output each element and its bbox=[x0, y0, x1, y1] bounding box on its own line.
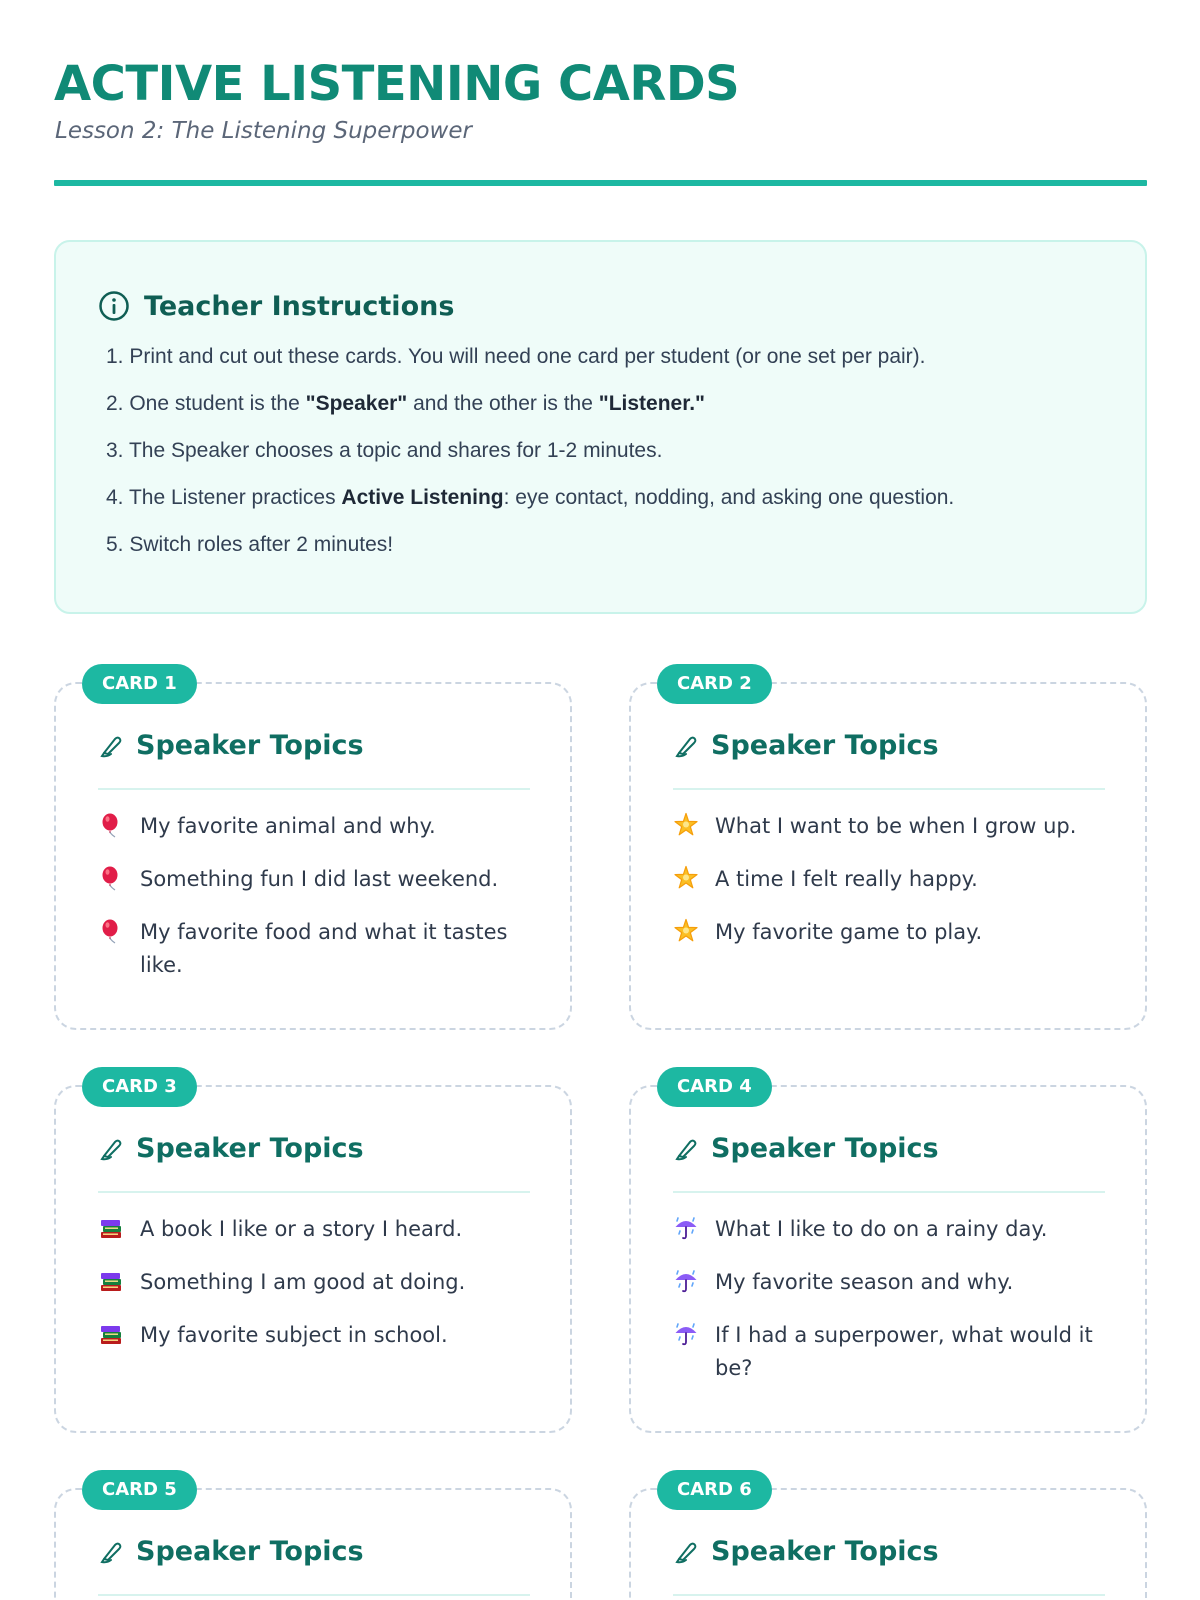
topic-text: My favorite animal and why. bbox=[140, 814, 436, 838]
card-badge: CARD 1 bbox=[82, 664, 197, 704]
topic-text: My favorite food and what it tastes like. bbox=[140, 920, 508, 977]
topic-text: My favorite game to play. bbox=[715, 920, 983, 944]
pen-icon bbox=[673, 733, 699, 759]
instruction-number: 4. bbox=[106, 486, 124, 509]
card-divider bbox=[98, 1191, 530, 1193]
instruction-text: and the other is the bbox=[407, 392, 599, 415]
card-header bbox=[98, 1133, 364, 1164]
topic-card bbox=[629, 1479, 1147, 1600]
topic-text: A book I like or a story I heard. bbox=[140, 1217, 463, 1241]
instruction-number: 3. bbox=[106, 439, 124, 462]
instruction-text: : eye contact, nodding, and asking one question. bbox=[503, 486, 955, 509]
pen-icon bbox=[673, 1136, 699, 1162]
card-heading: Speaker Topics bbox=[711, 1133, 939, 1164]
card-heading: Speaker Topics bbox=[136, 730, 364, 761]
topic-item bbox=[673, 1319, 1105, 1385]
instruction-text: Print and cut out these cards. You will need one card per student (or one set per pair). bbox=[123, 345, 926, 368]
topic-item bbox=[98, 916, 530, 982]
instruction-item bbox=[106, 486, 954, 533]
topic-item bbox=[673, 1266, 1105, 1299]
card-divider bbox=[98, 1594, 530, 1596]
topic-item bbox=[673, 916, 1105, 949]
topic-text: What I like to do on a rainy day. bbox=[715, 1217, 1048, 1241]
instructions-header bbox=[98, 290, 454, 322]
books-icon bbox=[98, 1321, 124, 1347]
instruction-emphasis: "Speaker" bbox=[305, 392, 408, 415]
teacher-instructions-panel bbox=[54, 240, 1147, 614]
card-header bbox=[98, 1536, 364, 1567]
card-header bbox=[98, 730, 364, 761]
balloon-icon bbox=[98, 918, 124, 944]
card-heading: Speaker Topics bbox=[136, 1536, 364, 1567]
instruction-text: One student is the bbox=[123, 392, 306, 415]
card-badge: CARD 6 bbox=[657, 1470, 772, 1510]
instruction-item bbox=[106, 345, 954, 392]
balloon-icon bbox=[98, 865, 124, 891]
card-divider bbox=[673, 1191, 1105, 1193]
topic-item bbox=[673, 863, 1105, 896]
card-header bbox=[673, 1133, 939, 1164]
card-heading: Speaker Topics bbox=[711, 730, 939, 761]
topic-item bbox=[98, 1266, 530, 1299]
card-divider bbox=[673, 1594, 1105, 1596]
topic-item bbox=[673, 810, 1105, 843]
star-icon bbox=[673, 812, 699, 838]
instructions-heading: Teacher Instructions bbox=[144, 290, 455, 322]
card-badge: CARD 3 bbox=[82, 1067, 197, 1107]
instruction-text: The Listener practices bbox=[123, 486, 342, 509]
instruction-number: 1. bbox=[106, 345, 124, 368]
umbrella-rain-icon bbox=[673, 1268, 699, 1294]
topic-list bbox=[98, 810, 530, 1002]
instruction-emphasis: "Listener." bbox=[598, 392, 706, 415]
books-icon bbox=[98, 1268, 124, 1294]
topic-item bbox=[98, 810, 530, 843]
page-title: ACTIVE LISTENING CARDS bbox=[54, 56, 740, 112]
books-icon bbox=[98, 1215, 124, 1241]
topic-card bbox=[54, 673, 572, 1030]
topic-card bbox=[54, 1076, 572, 1433]
card-badge: CARD 4 bbox=[657, 1067, 772, 1107]
topic-text: Something I am good at doing. bbox=[140, 1270, 466, 1294]
pen-icon bbox=[98, 733, 124, 759]
topic-item bbox=[673, 1213, 1105, 1246]
umbrella-rain-icon bbox=[673, 1321, 699, 1347]
topic-card bbox=[629, 673, 1147, 1030]
instruction-item bbox=[106, 439, 954, 486]
instruction-text: Switch roles after 2 minutes! bbox=[123, 533, 394, 556]
card-heading: Speaker Topics bbox=[136, 1133, 364, 1164]
instruction-number: 2. bbox=[106, 392, 124, 415]
instruction-text: The Speaker chooses a topic and shares for 1-2 minutes. bbox=[123, 439, 663, 462]
card-badge: CARD 5 bbox=[82, 1470, 197, 1510]
topic-text: My favorite season and why. bbox=[715, 1270, 1014, 1294]
star-icon bbox=[673, 865, 699, 891]
topic-text: A time I felt really happy. bbox=[715, 867, 978, 891]
topic-list bbox=[98, 1213, 530, 1372]
topic-card bbox=[629, 1076, 1147, 1433]
title-divider bbox=[54, 180, 1147, 186]
topic-list bbox=[673, 1213, 1105, 1405]
card-divider bbox=[673, 788, 1105, 790]
card-header bbox=[673, 730, 939, 761]
card-divider bbox=[98, 788, 530, 790]
card-heading: Speaker Topics bbox=[711, 1536, 939, 1567]
umbrella-rain-icon bbox=[673, 1215, 699, 1241]
topic-list bbox=[673, 810, 1105, 969]
topic-item bbox=[98, 1319, 530, 1352]
topic-text: Something fun I did last weekend. bbox=[140, 867, 499, 891]
instruction-item bbox=[106, 533, 954, 580]
info-icon bbox=[98, 290, 130, 322]
card-header bbox=[673, 1536, 939, 1567]
instruction-item bbox=[106, 392, 954, 439]
balloon-icon bbox=[98, 812, 124, 838]
pen-icon bbox=[673, 1539, 699, 1565]
topic-card bbox=[54, 1479, 572, 1600]
page-subtitle: Lesson 2: The Listening Superpower bbox=[55, 118, 472, 144]
topic-text: What I want to be when I grow up. bbox=[715, 814, 1077, 838]
star-icon bbox=[673, 918, 699, 944]
topic-text: My favorite subject in school. bbox=[140, 1323, 448, 1347]
pen-icon bbox=[98, 1539, 124, 1565]
card-badge: CARD 2 bbox=[657, 664, 772, 704]
topic-text: If I had a superpower, what would it be? bbox=[715, 1323, 1093, 1380]
instruction-emphasis: Active Listening bbox=[341, 486, 504, 509]
instructions-list bbox=[106, 345, 954, 580]
instruction-number: 5. bbox=[106, 533, 124, 556]
pen-icon bbox=[98, 1136, 124, 1162]
topic-item bbox=[98, 1213, 530, 1246]
topic-item bbox=[98, 863, 530, 896]
